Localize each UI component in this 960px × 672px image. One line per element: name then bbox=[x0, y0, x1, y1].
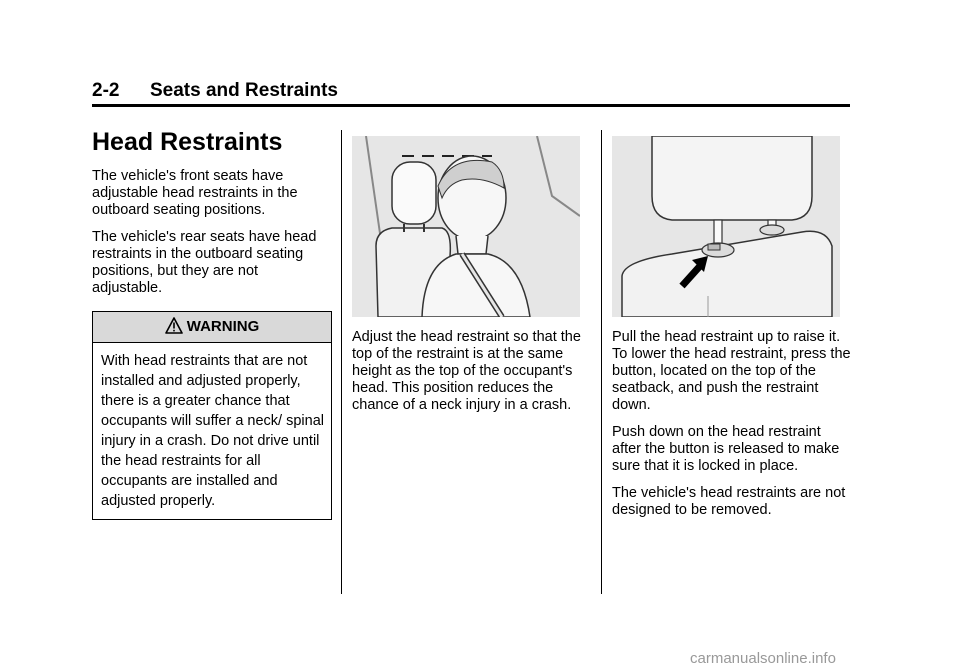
column-2 bbox=[352, 136, 588, 424]
paragraph-front-seats: The vehicle's front seats have adjustable head restraints in the outboard seating positions. bbox=[92, 168, 298, 218]
warning-triangle-icon bbox=[165, 317, 183, 334]
header-rule bbox=[92, 104, 850, 107]
warning-text: With head restraints that are not installed and adjusted properly, there is a greater chance that occupants will suffer a neck/ spinal injury in a crash. Do not drive until the head restraints for all occupants are installed and adjusted properly. bbox=[101, 353, 324, 509]
head-restraint-occupant-illustration bbox=[352, 136, 580, 317]
warning-title: WARNING bbox=[186, 318, 260, 335]
adjust-caption: Adjust the head restraint so that the top of the restraint is at the same height as the top of the occupant's head. This position reduces the chance of a neck injury in a crash. bbox=[352, 329, 581, 413]
column-1 bbox=[92, 124, 332, 520]
column-3 bbox=[612, 136, 852, 529]
paragraph-raise-lower: Pull the head restraint up to raise it. To lower the head restraint, press the button, located on the top of the seatback, and push the restraint down. bbox=[612, 329, 851, 413]
page-number: 2-2 bbox=[92, 80, 120, 101]
paragraph-lock: Push down on the head restraint after the button is released to make sure that it is locked in place. bbox=[612, 424, 840, 474]
paragraph-rear-seats: The vehicle's rear seats have head restraints in the outboard seating positions, but they are not adjustable. bbox=[92, 229, 317, 296]
section-title: Seats and Restraints bbox=[150, 80, 338, 101]
column-divider-1 bbox=[341, 130, 342, 594]
warning-box bbox=[92, 311, 332, 520]
column-divider-2 bbox=[601, 130, 602, 594]
head-restraint-button-illustration bbox=[612, 136, 840, 317]
page-title: Head Restraints bbox=[92, 128, 283, 156]
watermark: carmanualsonline.info bbox=[690, 650, 836, 667]
paragraph-not-removable: The vehicle's head restraints are not designed to be removed. bbox=[612, 485, 846, 518]
warning-header bbox=[93, 312, 331, 343]
page-header bbox=[92, 80, 338, 102]
